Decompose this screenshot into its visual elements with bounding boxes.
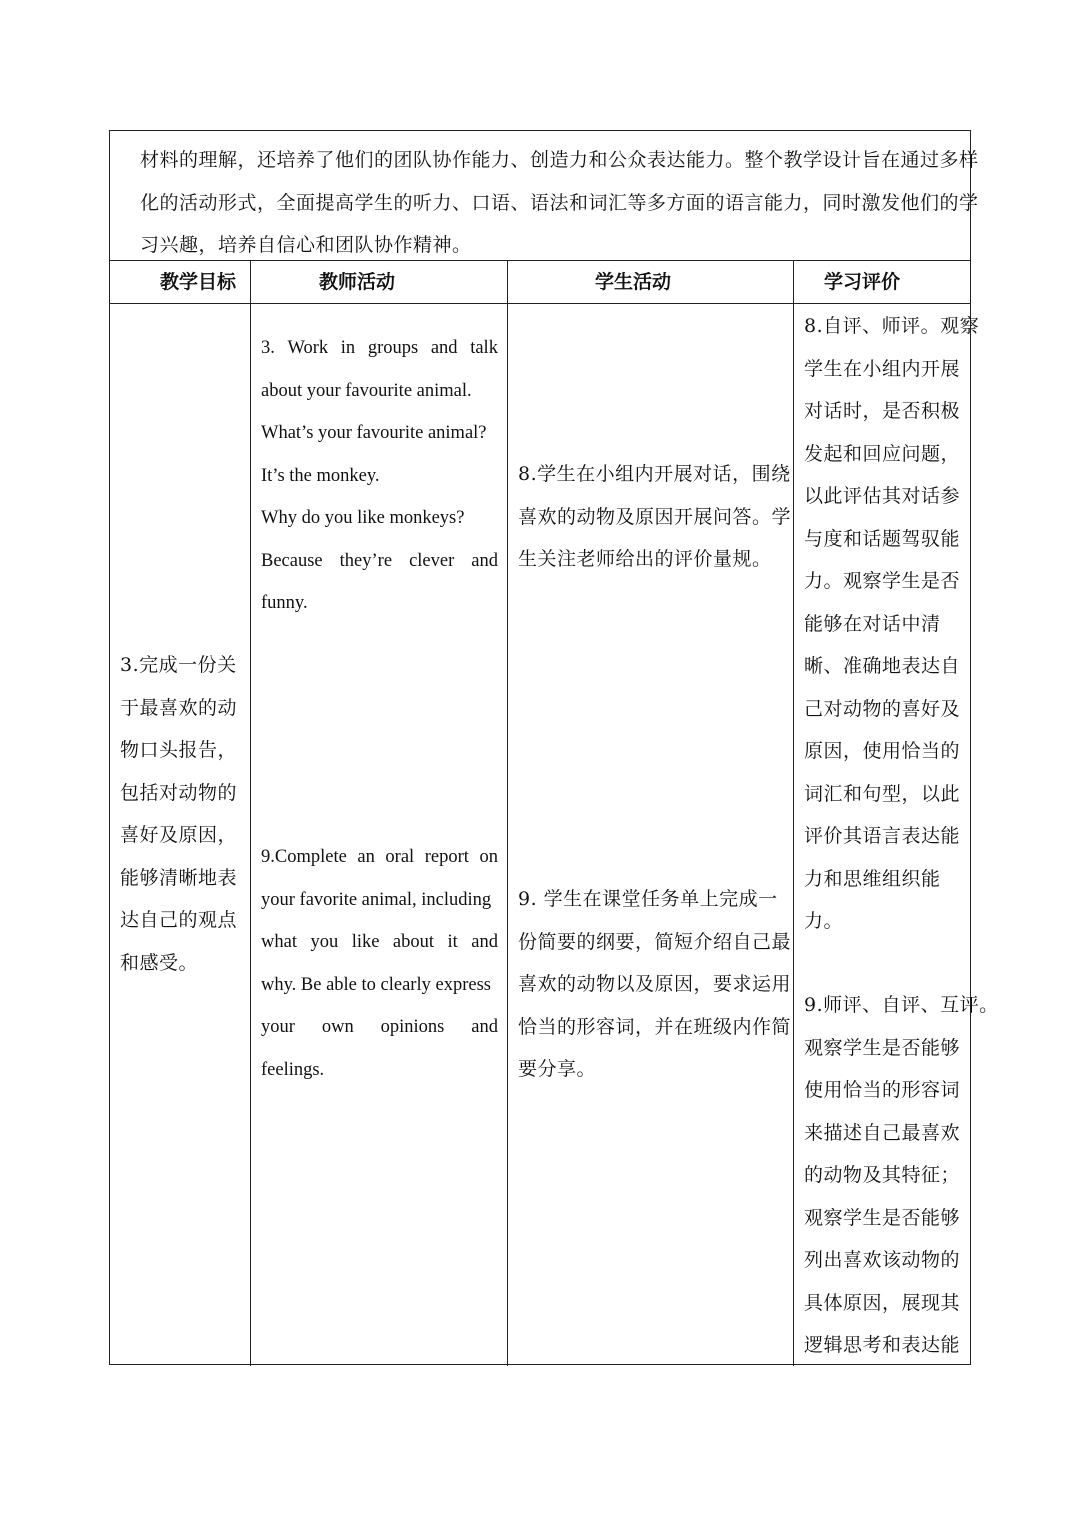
- column-divider: [507, 261, 508, 1366]
- word: and: [471, 932, 498, 952]
- column-divider: [250, 261, 251, 1366]
- word: 9.Complete: [261, 847, 347, 867]
- word: and: [471, 1017, 498, 1037]
- lesson-plan-table: [109, 130, 999, 1365]
- intro-line: 材料的理解，还培养了他们的团队协作能力、创造力和公众表达能力。整个教学设计旨在通过多样: [140, 149, 979, 171]
- student-line: 恰当的形容词，并在班级内作简: [518, 1015, 792, 1038]
- header-teacher-activity: 教师活动: [319, 271, 396, 293]
- header-learning-evaluation: 学习评价: [824, 271, 901, 293]
- teacher-line: why. Be able to clearly express: [261, 974, 491, 995]
- evaluation-line: 原因，使用恰当的: [804, 740, 961, 762]
- evaluation-block-2: [804, 984, 999, 1367]
- evaluation-line: 评价其语言表达能: [804, 825, 961, 847]
- evaluation-line: 具体原因，展现其: [804, 1291, 961, 1314]
- evaluation-block-1: [804, 305, 980, 943]
- teacher-line: [261, 921, 498, 964]
- student-activity-block-2: [518, 878, 792, 1091]
- intro-paragraph-cell: [110, 131, 979, 261]
- student-line: 喜欢的动物以及原因，要求运用: [518, 973, 792, 995]
- goal-line: 3.完成一份关: [120, 654, 237, 676]
- teacher-line: funny.: [261, 593, 308, 613]
- goal-line: 能够清晰地表: [120, 866, 238, 889]
- word: on: [479, 847, 498, 867]
- word: you: [310, 932, 339, 952]
- evaluation-line: 能够在对话中清: [804, 612, 941, 635]
- evaluation-line: 列出喜欢该动物的: [804, 1249, 961, 1271]
- teacher-activity-block-2: [261, 836, 498, 1091]
- word: in: [340, 338, 356, 358]
- evaluation-line: 与度和话题驾驭能: [804, 527, 961, 550]
- evaluation-line: 力和思维组织能: [804, 867, 941, 890]
- goal-line: 喜好及原因，: [120, 824, 238, 846]
- evaluation-line: 对话时，是否积极: [804, 400, 961, 422]
- table-header-row: [110, 261, 970, 304]
- student-line: 8.学生在小组内开展对话，围绕: [518, 463, 791, 485]
- student-line: 生关注老师给出的评价量规。: [518, 548, 772, 570]
- word: an: [357, 847, 375, 867]
- goal-line: 于最喜欢的动: [120, 696, 238, 719]
- evaluation-line: 8.自评、师评。观察: [804, 315, 980, 337]
- word: oral: [385, 847, 415, 867]
- teacher-line: [261, 836, 498, 879]
- word: talk: [470, 338, 498, 358]
- word: and: [471, 550, 498, 571]
- word: Because: [261, 550, 323, 571]
- evaluation-line: 力。观察学生是否: [804, 570, 961, 592]
- column-divider: [793, 261, 794, 1366]
- goal-line: 达自己的观点: [120, 909, 238, 931]
- header-teaching-goal: 教学目标: [160, 271, 237, 293]
- teacher-line: feelings.: [261, 1059, 325, 1080]
- word: 3.: [261, 338, 275, 358]
- evaluation-line: 逻辑思考和表达能: [804, 1334, 961, 1356]
- word: own: [321, 1017, 354, 1037]
- goal-line: 包括对动物的: [120, 781, 238, 804]
- word: like: [351, 932, 380, 952]
- evaluation-line: 来描述自己最喜欢: [804, 1121, 961, 1144]
- teacher-line: [261, 1006, 498, 1049]
- word: opinions: [380, 1017, 445, 1037]
- word: report: [424, 847, 469, 867]
- evaluation-line: 力。: [804, 910, 844, 932]
- teacher-line: [261, 540, 498, 583]
- student-line: 9. 学生在课堂任务单上完成一: [518, 888, 778, 910]
- word: Work: [287, 338, 329, 358]
- teacher-line: your favorite animal, including: [261, 889, 492, 910]
- evaluation-line: 以此评估其对话参: [804, 485, 961, 507]
- header-student-activity: 学生活动: [595, 271, 672, 293]
- evaluation-line: 学生在小组内开展: [804, 357, 961, 380]
- word: groups: [367, 338, 419, 358]
- teacher-line: It’s the monkey.: [261, 465, 380, 486]
- student-line: 喜欢的动物及原因开展问答。学: [518, 505, 792, 528]
- student-activity-block-1: [518, 453, 792, 581]
- word: clever: [409, 550, 455, 571]
- teacher-line: [261, 327, 498, 370]
- evaluation-line: 词汇和句型，以此: [804, 782, 961, 805]
- teacher-activity-block-1: [261, 327, 498, 625]
- word: about: [392, 932, 435, 952]
- teacher-line: What’s your favourite animal?: [261, 423, 487, 443]
- word: what: [261, 932, 297, 952]
- teacher-line: Why do you like monkeys?: [261, 508, 465, 528]
- word: your: [261, 1017, 295, 1037]
- evaluation-line: 9.师评、自评、互评。: [804, 994, 999, 1016]
- student-line: 份简要的纲要，简短介绍自己最: [518, 930, 792, 953]
- goal-line: 物口头报告，: [120, 739, 238, 761]
- teaching-goal-cell: [120, 644, 244, 984]
- evaluation-line: 己对动物的喜好及: [804, 697, 961, 720]
- evaluation-line: 晰、准确地表达自: [804, 655, 961, 677]
- evaluation-line: 使用恰当的形容词: [804, 1079, 961, 1101]
- evaluation-line: 观察学生是否能够: [804, 1036, 961, 1059]
- intro-line: 习兴趣，培养自信心和团队协作精神。: [140, 234, 472, 256]
- goal-line: 和感受。: [120, 951, 199, 974]
- word: and: [430, 338, 458, 358]
- evaluation-line: 的动物及其特征；: [804, 1164, 961, 1186]
- evaluation-line: 发起和回应问题，: [804, 442, 961, 465]
- evaluation-line: 观察学生是否能够: [804, 1206, 961, 1229]
- student-line: 要分享。: [518, 1058, 597, 1080]
- word: they’re: [339, 550, 393, 571]
- word: it: [447, 932, 458, 952]
- intro-line: 化的活动形式，全面提高学生的听力、口语、语法和词汇等多方面的语言能力，同时激发他们的学: [140, 191, 979, 214]
- teacher-line: about your favourite animal.: [261, 380, 472, 401]
